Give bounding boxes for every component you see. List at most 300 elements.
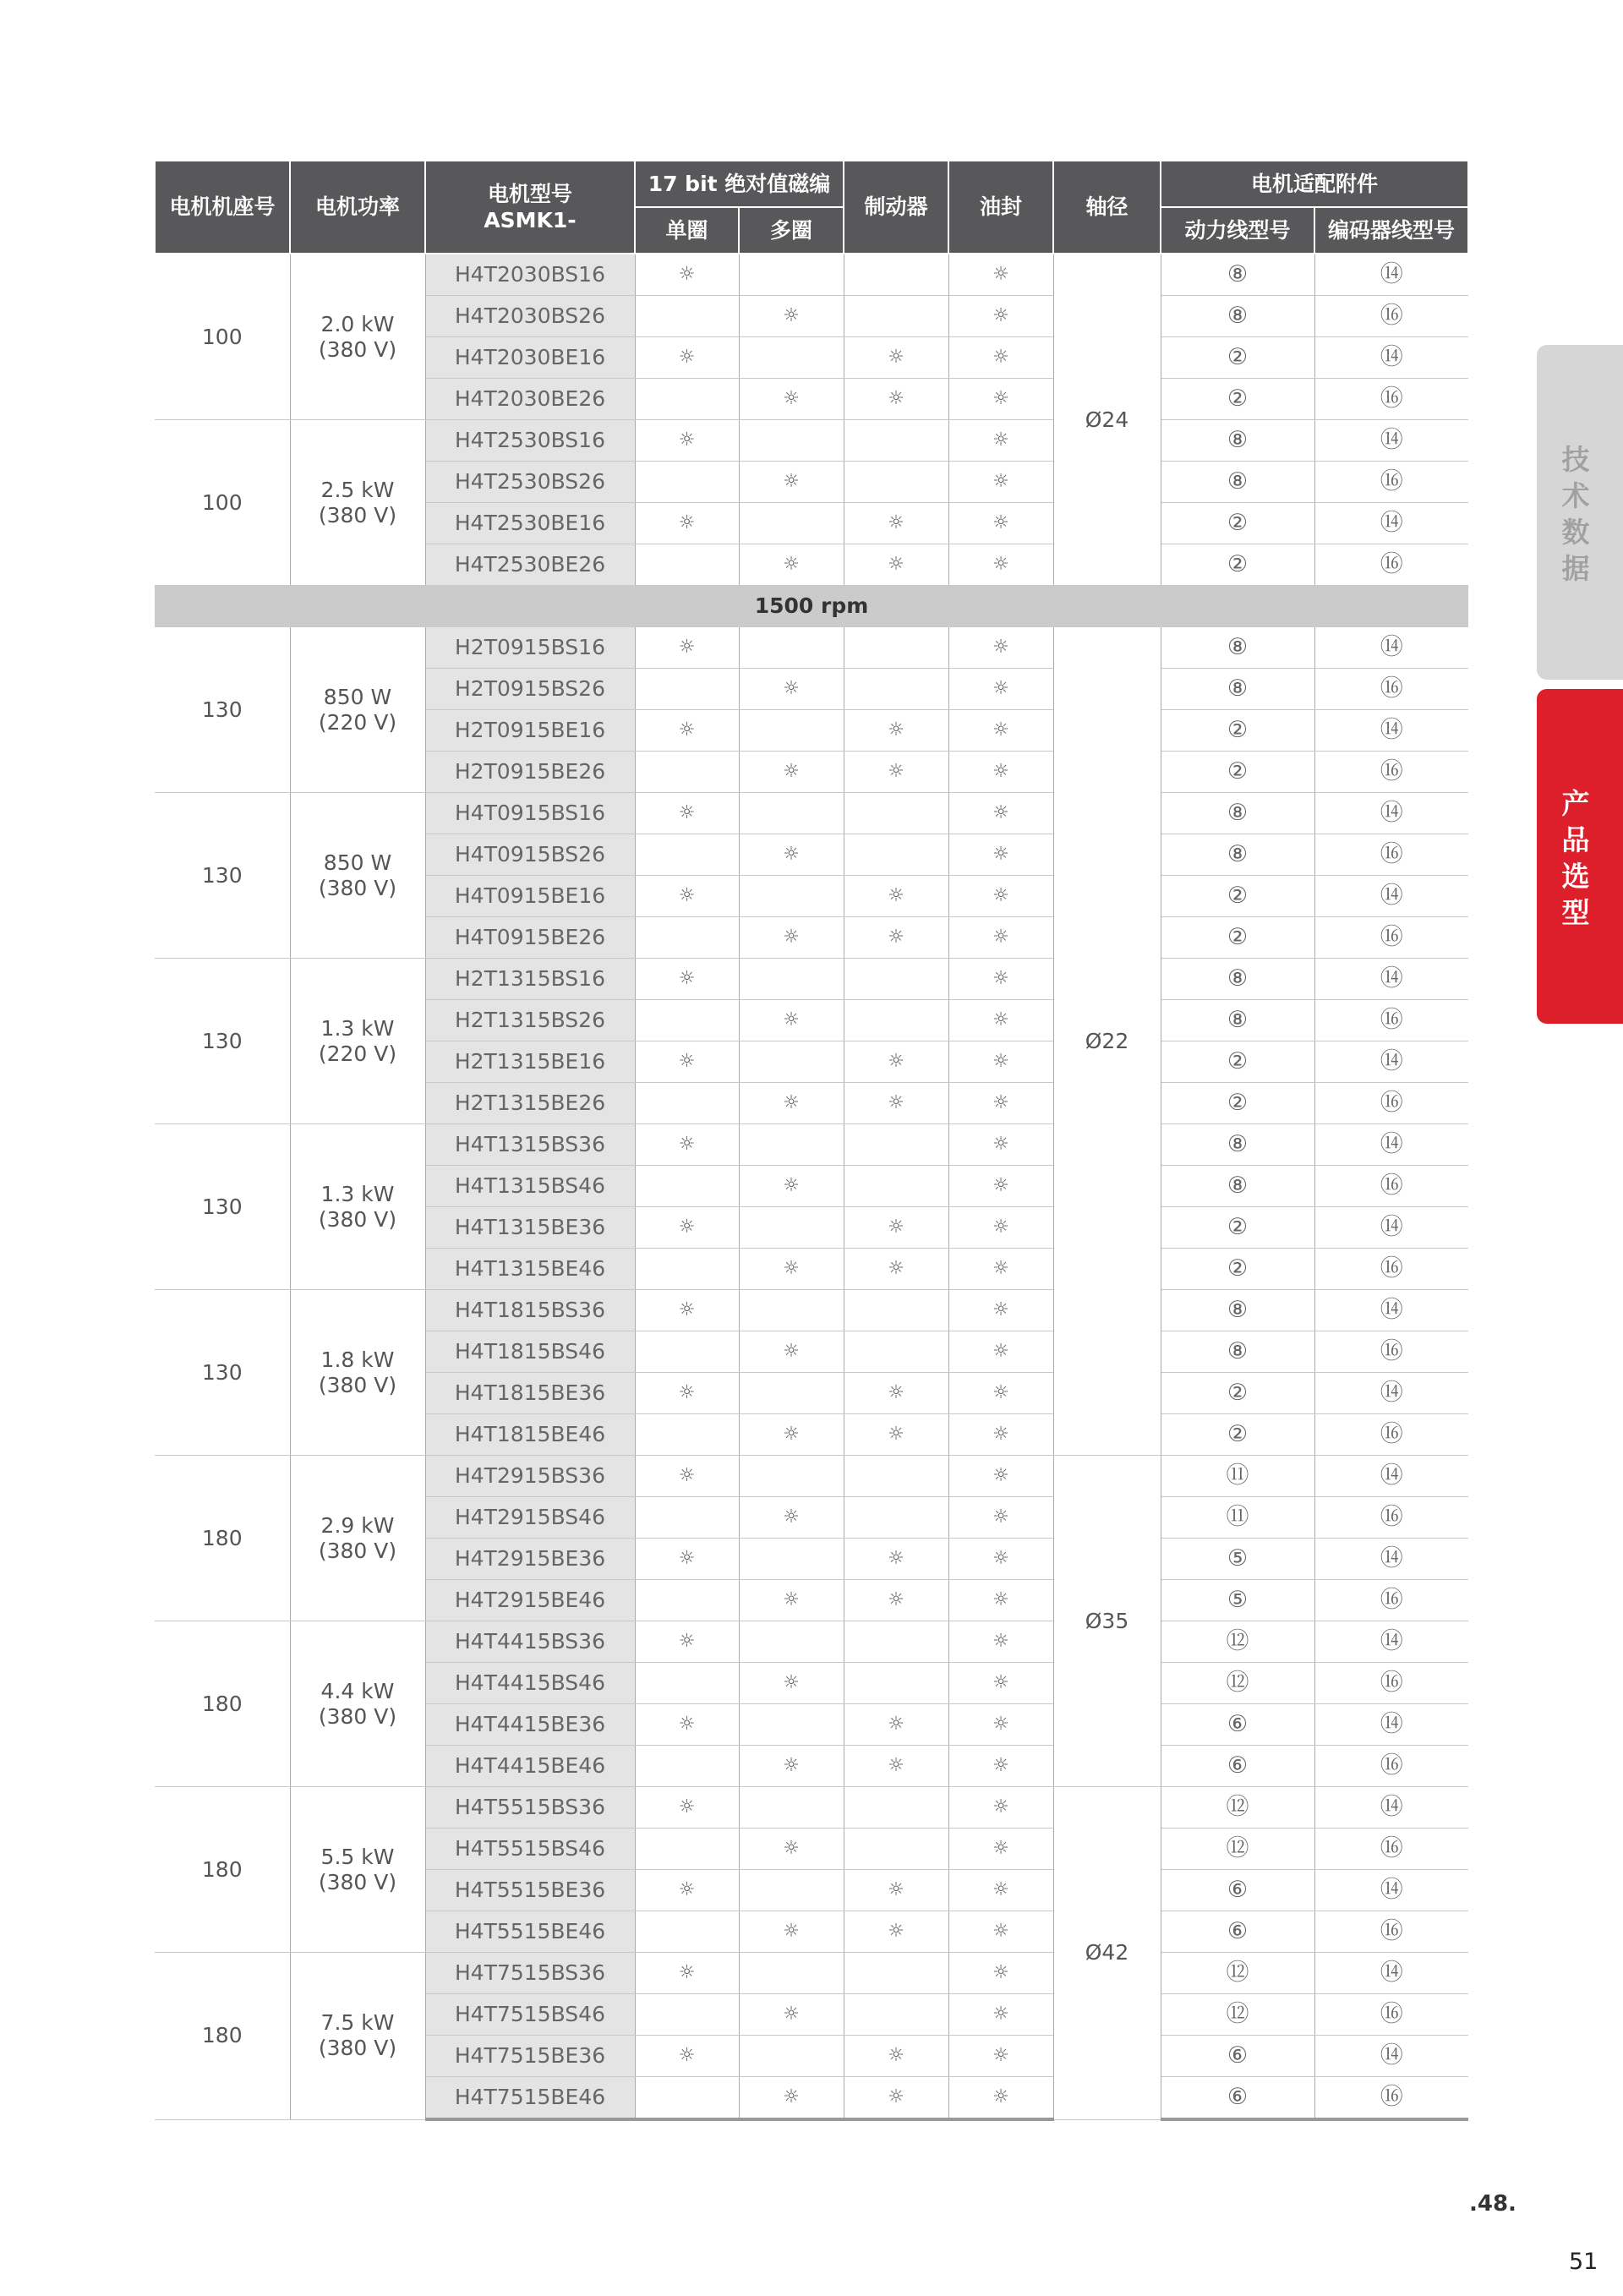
multi-turn-cell	[739, 1207, 844, 1249]
power-cable-cell: ⑧	[1161, 254, 1314, 296]
single-turn-cell	[635, 503, 739, 544]
encoder-cable-cell: ⑭	[1314, 1456, 1468, 1497]
motor-power-cell	[290, 1290, 425, 1456]
side-tab-tech-data-label	[1537, 442, 1615, 588]
single-turn-cell	[635, 1994, 739, 2036]
frame-size-cell: 130	[155, 1124, 290, 1290]
feature-mark-icon: ☼	[992, 387, 1009, 409]
feature-mark-icon: ☼	[783, 1506, 800, 1528]
multi-turn-cell	[739, 1787, 844, 1829]
oil-seal-cell	[948, 1166, 1053, 1207]
brake-cell	[844, 1249, 948, 1290]
brake-cell	[844, 1166, 948, 1207]
feature-mark-icon: ☼	[783, 470, 800, 492]
power-cable-cell: ⑫	[1161, 1621, 1314, 1663]
model-cell: H4T0915BS16	[425, 793, 635, 834]
table-row	[155, 1953, 1468, 1994]
power-cable-cell: ⑥	[1161, 1704, 1314, 1746]
feature-mark-icon: ☼	[992, 1257, 1009, 1279]
encoder-cable-cell: ⑭	[1314, 254, 1468, 296]
oil-seal-cell	[948, 1497, 1053, 1539]
feature-mark-icon: ☼	[678, 263, 696, 285]
oil-seal-cell	[948, 1373, 1053, 1414]
encoder-cable-cell: ⑯	[1314, 1829, 1468, 1870]
side-tab-product-selection[interactable]	[1537, 689, 1623, 1024]
multi-turn-cell	[739, 1041, 844, 1083]
feature-mark-icon: ☼	[888, 387, 904, 409]
single-turn-cell	[635, 1290, 739, 1331]
brake-cell	[844, 1870, 948, 1911]
motor-power-cell	[290, 1953, 425, 2120]
single-turn-cell	[635, 710, 739, 752]
motor-power-cell	[290, 627, 425, 793]
brake-cell	[844, 627, 948, 669]
power-value: 2.5 kW	[320, 477, 395, 502]
model-cell: H4T2530BS16	[425, 420, 635, 462]
encoder-cable-cell: ⑭	[1314, 627, 1468, 669]
multi-turn-cell	[739, 1911, 844, 1953]
single-turn-cell	[635, 420, 739, 462]
multi-turn-cell	[739, 337, 844, 379]
single-turn-cell	[635, 254, 739, 296]
oil-seal-cell	[948, 1290, 1053, 1331]
oil-seal-cell	[948, 462, 1053, 503]
model-cell: H4T7515BE36	[425, 2036, 635, 2077]
brake-cell	[844, 1704, 948, 1746]
encoder-cable-cell: ⑭	[1314, 420, 1468, 462]
single-turn-cell	[635, 544, 739, 586]
model-cell: H2T0915BE16	[425, 710, 635, 752]
feature-mark-icon: ☼	[678, 1796, 696, 1818]
encoder-cable-cell: ⑯	[1314, 1497, 1468, 1539]
oil-seal-cell	[948, 793, 1053, 834]
feature-mark-icon: ☼	[992, 1133, 1009, 1155]
header-power-cable: 动力线型号	[1161, 207, 1314, 254]
tab-char: 技	[1561, 443, 1590, 476]
multi-turn-cell	[739, 1994, 844, 2036]
single-turn-cell	[635, 793, 739, 834]
model-cell: H4T7515BE46	[425, 2077, 635, 2120]
header-encoder: 17 bit 绝对值磁编	[635, 161, 844, 207]
model-cell: H4T0915BE26	[425, 917, 635, 959]
oil-seal-cell	[948, 337, 1053, 379]
brake-cell	[844, 1663, 948, 1704]
feature-mark-icon: ☼	[783, 843, 800, 865]
model-cell: H4T1315BS46	[425, 1166, 635, 1207]
encoder-cable-cell: ⑯	[1314, 296, 1468, 337]
header-multi-turn: 多圈	[739, 207, 844, 254]
voltage-value: (380 V)	[318, 1703, 397, 1729]
model-cell: H4T5515BS36	[425, 1787, 635, 1829]
oil-seal-cell	[948, 2077, 1053, 2120]
single-turn-cell	[635, 1373, 739, 1414]
power-cable-cell: ⑧	[1161, 1331, 1314, 1373]
model-cell: H4T5515BS46	[425, 1829, 635, 1870]
brake-cell	[844, 1000, 948, 1041]
feature-mark-icon: ☼	[992, 967, 1009, 989]
brake-cell	[844, 1953, 948, 1994]
multi-turn-cell	[739, 503, 844, 544]
model-cell: H4T2915BS46	[425, 1497, 635, 1539]
multi-turn-cell	[739, 1704, 844, 1746]
power-cable-cell: ②	[1161, 1083, 1314, 1124]
multi-turn-cell	[739, 1663, 844, 1704]
feature-mark-icon: ☼	[678, 1713, 696, 1735]
power-value: 850 W	[323, 684, 392, 709]
multi-turn-cell	[739, 1580, 844, 1621]
power-cable-cell: ⑥	[1161, 1746, 1314, 1787]
oil-seal-cell	[948, 1207, 1053, 1249]
multi-turn-cell	[739, 1746, 844, 1787]
power-value: 4.4 kW	[320, 1678, 395, 1703]
single-turn-cell	[635, 1829, 739, 1870]
single-turn-cell	[635, 1704, 739, 1746]
brake-cell	[844, 1373, 948, 1414]
feature-mark-icon: ☼	[992, 677, 1009, 699]
brake-cell	[844, 669, 948, 710]
single-turn-cell	[635, 627, 739, 669]
feature-mark-icon: ☼	[992, 1423, 1009, 1445]
encoder-cable-cell: ⑯	[1314, 1911, 1468, 1953]
feature-mark-icon: ☼	[783, 1837, 800, 1859]
encoder-cable-cell: ⑯	[1314, 1166, 1468, 1207]
brake-cell	[844, 296, 948, 337]
tab-char: 选	[1561, 859, 1590, 893]
feature-mark-icon: ☼	[992, 1920, 1009, 1942]
voltage-value: (380 V)	[318, 2036, 397, 2061]
feature-mark-icon: ☼	[783, 1588, 800, 1610]
voltage-value: (380 V)	[318, 1538, 397, 1563]
model-cell: H4T4415BS36	[425, 1621, 635, 1663]
speed-section-label: 1500 rpm	[155, 586, 1468, 627]
model-cell: H4T1815BS36	[425, 1290, 635, 1331]
multi-turn-cell	[739, 1083, 844, 1124]
feature-mark-icon: ☼	[992, 1671, 1009, 1693]
multi-turn-cell	[739, 1124, 844, 1166]
multi-turn-cell	[739, 1870, 844, 1911]
oil-seal-cell	[948, 1870, 1053, 1911]
power-cable-cell: ⑥	[1161, 1911, 1314, 1953]
oil-seal-cell	[948, 669, 1053, 710]
multi-turn-cell	[739, 1290, 844, 1331]
feature-mark-icon: ☼	[888, 1381, 904, 1403]
feature-mark-icon: ☼	[783, 1257, 800, 1279]
feature-mark-icon: ☼	[992, 636, 1009, 658]
brake-cell	[844, 1580, 948, 1621]
power-value: 1.8 kW	[320, 1347, 395, 1372]
power-value: 2.9 kW	[320, 1512, 395, 1538]
header-frame-size: 电机机座号	[155, 161, 290, 254]
multi-turn-cell	[739, 379, 844, 420]
feature-mark-icon: ☼	[678, 1216, 696, 1238]
single-turn-cell	[635, 876, 739, 917]
oil-seal-cell	[948, 752, 1053, 793]
frame-size-cell: 130	[155, 627, 290, 793]
voltage-value: (380 V)	[318, 336, 397, 362]
power-cable-cell: ⑧	[1161, 462, 1314, 503]
model-cell: H4T1315BE46	[425, 1249, 635, 1290]
spec-table-body	[155, 254, 1468, 2119]
table-row	[155, 959, 1468, 1000]
feature-mark-icon: ☼	[992, 1796, 1009, 1818]
feature-mark-icon: ☼	[678, 1547, 696, 1569]
oil-seal-cell	[948, 1704, 1053, 1746]
feature-mark-icon: ☼	[992, 760, 1009, 782]
frame-size-cell: 180	[155, 1953, 290, 2120]
frame-size-cell: 180	[155, 1787, 290, 1953]
power-cable-cell: ②	[1161, 917, 1314, 959]
brake-cell	[844, 2077, 948, 2120]
header-model-line1: 电机型号	[487, 181, 572, 206]
oil-seal-cell	[948, 1953, 1053, 1994]
single-turn-cell	[635, 1580, 739, 1621]
power-cable-cell: ⑧	[1161, 627, 1314, 669]
oil-seal-cell	[948, 1456, 1053, 1497]
model-cell: H4T2530BE26	[425, 544, 635, 586]
feature-mark-icon: ☼	[992, 801, 1009, 823]
encoder-cable-cell: ⑭	[1314, 1704, 1468, 1746]
power-cable-cell: ②	[1161, 544, 1314, 586]
feature-mark-icon: ☼	[992, 1588, 1009, 1610]
multi-turn-cell	[739, 876, 844, 917]
single-turn-cell	[635, 1083, 739, 1124]
oil-seal-cell	[948, 917, 1053, 959]
oil-seal-cell	[948, 296, 1053, 337]
motor-power-cell	[290, 1124, 425, 1290]
feature-mark-icon: ☼	[783, 2003, 800, 2025]
encoder-cable-cell: ⑯	[1314, 1249, 1468, 1290]
multi-turn-cell	[739, 1331, 844, 1373]
feature-mark-icon: ☼	[992, 2044, 1009, 2066]
feature-mark-icon: ☼	[888, 1216, 904, 1238]
oil-seal-cell	[948, 2036, 1053, 2077]
feature-mark-icon: ☼	[992, 1837, 1009, 1859]
brake-cell	[844, 254, 948, 296]
multi-turn-cell	[739, 1539, 844, 1580]
power-cable-cell: ②	[1161, 503, 1314, 544]
multi-turn-cell	[739, 959, 844, 1000]
model-cell: H2T1315BS26	[425, 1000, 635, 1041]
oil-seal-cell	[948, 1829, 1053, 1870]
power-cable-cell: ⑧	[1161, 1000, 1314, 1041]
encoder-cable-cell: ⑭	[1314, 1787, 1468, 1829]
brake-cell	[844, 1041, 948, 1083]
brake-cell	[844, 1994, 948, 2036]
multi-turn-cell	[739, 917, 844, 959]
model-cell: H4T1315BE36	[425, 1207, 635, 1249]
feature-mark-icon: ☼	[888, 346, 904, 368]
multi-turn-cell	[739, 2077, 844, 2120]
oil-seal-cell	[948, 1041, 1053, 1083]
oil-seal-cell	[948, 1249, 1053, 1290]
single-turn-cell	[635, 1953, 739, 1994]
model-cell: H2T1315BS16	[425, 959, 635, 1000]
oil-seal-cell	[948, 710, 1053, 752]
encoder-cable-cell: ⑯	[1314, 379, 1468, 420]
single-turn-cell	[635, 1456, 739, 1497]
brake-cell	[844, 420, 948, 462]
voltage-value: (380 V)	[318, 1372, 397, 1397]
voltage-value: (380 V)	[318, 1206, 397, 1232]
power-cable-cell: ⑧	[1161, 296, 1314, 337]
single-turn-cell	[635, 1870, 739, 1911]
oil-seal-cell	[948, 876, 1053, 917]
feature-mark-icon: ☼	[678, 1298, 696, 1320]
feature-mark-icon: ☼	[992, 304, 1009, 326]
frame-size-cell: 180	[155, 1621, 290, 1787]
encoder-cable-cell: ⑯	[1314, 1414, 1468, 1456]
header-encoder-cable: 编码器线型号	[1314, 207, 1468, 254]
encoder-cable-cell: ⑭	[1314, 1207, 1468, 1249]
feature-mark-icon: ☼	[678, 1381, 696, 1403]
brake-cell	[844, 1539, 948, 1580]
brake-cell	[844, 1829, 948, 1870]
brake-cell	[844, 1911, 948, 1953]
power-value: 5.5 kW	[320, 1844, 395, 1869]
power-cable-cell: ②	[1161, 379, 1314, 420]
single-turn-cell	[635, 1414, 739, 1456]
encoder-cable-cell: ⑯	[1314, 669, 1468, 710]
oil-seal-cell	[948, 1331, 1053, 1373]
feature-mark-icon: ☼	[678, 967, 696, 989]
single-turn-cell	[635, 1041, 739, 1083]
single-turn-cell	[635, 1911, 739, 1953]
model-cell: H4T4415BS46	[425, 1663, 635, 1704]
oil-seal-cell	[948, 503, 1053, 544]
brake-cell	[844, 2036, 948, 2077]
brake-cell	[844, 1497, 948, 1539]
feature-mark-icon: ☼	[992, 1547, 1009, 1569]
oil-seal-cell	[948, 1124, 1053, 1166]
feature-mark-icon: ☼	[888, 926, 904, 948]
single-turn-cell	[635, 1207, 739, 1249]
feature-mark-icon: ☼	[888, 511, 904, 533]
model-cell: H4T5515BE46	[425, 1911, 635, 1953]
encoder-cable-cell: ⑭	[1314, 959, 1468, 1000]
power-cable-cell: ⑪	[1161, 1456, 1314, 1497]
feature-mark-icon: ☼	[992, 1298, 1009, 1320]
power-cable-cell: ⑤	[1161, 1539, 1314, 1580]
encoder-cable-cell: ⑭	[1314, 1539, 1468, 1580]
encoder-cable-cell: ⑯	[1314, 1580, 1468, 1621]
voltage-value: (380 V)	[318, 502, 397, 528]
feature-mark-icon: ☼	[783, 926, 800, 948]
voltage-value: (380 V)	[318, 1869, 397, 1894]
header-model-line2: ASMK1-	[484, 208, 577, 232]
feature-mark-icon: ☼	[992, 263, 1009, 285]
encoder-cable-cell: ⑭	[1314, 503, 1468, 544]
feature-mark-icon: ☼	[783, 387, 800, 409]
model-cell: H2T0915BE26	[425, 752, 635, 793]
power-cable-cell: ⑧	[1161, 669, 1314, 710]
single-turn-cell	[635, 1621, 739, 1663]
power-cable-cell: ②	[1161, 876, 1314, 917]
oil-seal-cell	[948, 1621, 1053, 1663]
oil-seal-cell	[948, 544, 1053, 586]
feature-mark-icon: ☼	[678, 2044, 696, 2066]
page-number: 51	[1569, 2249, 1598, 2275]
header-accessories: 电机适配附件	[1161, 161, 1468, 207]
frame-size-cell: 130	[155, 959, 290, 1124]
power-cable-cell: ⑧	[1161, 1124, 1314, 1166]
power-cable-cell: ⑥	[1161, 1870, 1314, 1911]
brake-cell	[844, 959, 948, 1000]
power-cable-cell: ②	[1161, 1207, 1314, 1249]
feature-mark-icon: ☼	[678, 1050, 696, 1072]
multi-turn-cell	[739, 669, 844, 710]
tab-char: 数	[1561, 515, 1590, 549]
oil-seal-cell	[948, 1911, 1053, 1953]
motor-power-cell	[290, 254, 425, 420]
encoder-cable-cell: ⑭	[1314, 2036, 1468, 2077]
single-turn-cell	[635, 917, 739, 959]
encoder-cable-cell: ⑭	[1314, 1041, 1468, 1083]
brake-cell	[844, 1083, 948, 1124]
model-cell: H4T1815BE46	[425, 1414, 635, 1456]
oil-seal-cell	[948, 1663, 1053, 1704]
brake-cell	[844, 876, 948, 917]
motor-power-cell	[290, 793, 425, 959]
encoder-cable-cell: ⑭	[1314, 1290, 1468, 1331]
power-cable-cell: ⑧	[1161, 959, 1314, 1000]
multi-turn-cell	[739, 1621, 844, 1663]
power-cable-cell: ⑧	[1161, 1166, 1314, 1207]
model-cell: H4T4415BE46	[425, 1746, 635, 1787]
header-brake: 制动器	[844, 161, 948, 254]
single-turn-cell	[635, 959, 739, 1000]
multi-turn-cell	[739, 1373, 844, 1414]
table-row	[155, 1621, 1468, 1663]
model-cell: H4T7515BS36	[425, 1953, 635, 1994]
tab-char: 产	[1561, 787, 1590, 820]
table-row	[155, 254, 1468, 296]
power-cable-cell: ②	[1161, 1373, 1314, 1414]
multi-turn-cell	[739, 462, 844, 503]
power-cable-cell: ②	[1161, 752, 1314, 793]
feature-mark-icon: ☼	[783, 1174, 800, 1196]
feature-mark-icon: ☼	[783, 1009, 800, 1030]
feature-mark-icon: ☼	[992, 2003, 1009, 2025]
encoder-cable-cell: ⑯	[1314, 1994, 1468, 2036]
model-cell: H4T1815BS46	[425, 1331, 635, 1373]
oil-seal-cell	[948, 1787, 1053, 1829]
multi-turn-cell	[739, 627, 844, 669]
feature-mark-icon: ☼	[992, 1091, 1009, 1113]
multi-turn-cell	[739, 420, 844, 462]
power-cable-cell: ②	[1161, 1414, 1314, 1456]
feature-mark-icon: ☼	[888, 1754, 904, 1776]
table-row	[155, 420, 1468, 462]
side-tab-tech-data[interactable]	[1537, 345, 1623, 680]
power-cable-cell: ⑪	[1161, 1497, 1314, 1539]
single-turn-cell	[635, 834, 739, 876]
tab-char: 品	[1561, 823, 1590, 856]
feature-mark-icon: ☼	[888, 2044, 904, 2066]
model-cell: H4T2530BS26	[425, 462, 635, 503]
feature-mark-icon: ☼	[992, 1174, 1009, 1196]
model-cell: H4T7515BS46	[425, 1994, 635, 2036]
tab-char: 型	[1561, 895, 1590, 929]
brake-cell	[844, 1621, 948, 1663]
feature-mark-icon: ☼	[888, 1920, 904, 1942]
feature-mark-icon: ☼	[888, 1588, 904, 1610]
header-single-turn: 单圈	[635, 207, 739, 254]
single-turn-cell	[635, 1787, 739, 1829]
model-cell: H4T2030BE16	[425, 337, 635, 379]
brake-cell	[844, 917, 948, 959]
single-turn-cell	[635, 337, 739, 379]
brake-cell	[844, 1207, 948, 1249]
